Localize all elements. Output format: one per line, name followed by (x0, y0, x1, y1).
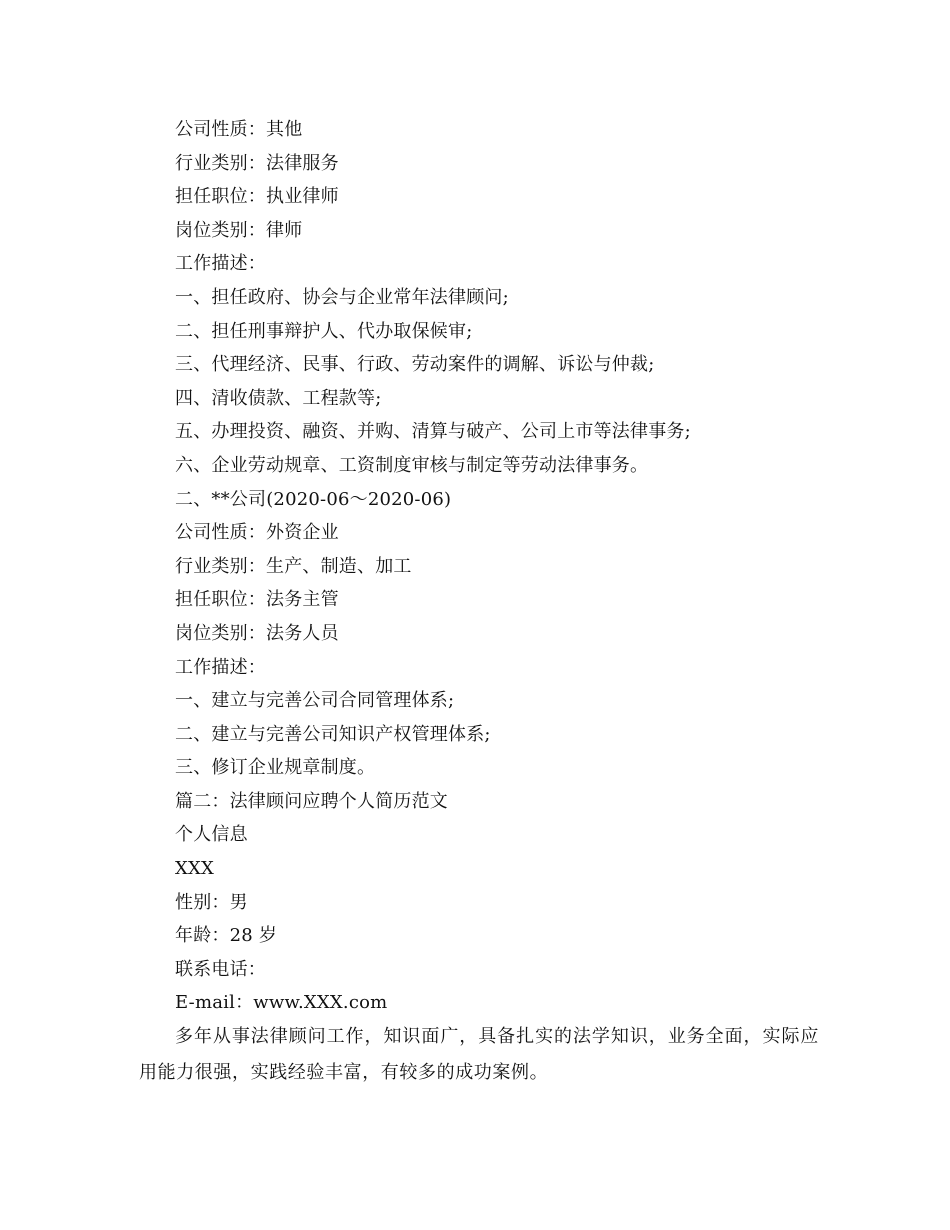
industry-line-2: 行业类别：生产、制造、加工 (175, 555, 412, 577)
email-line: E-mail：www.XXX.com (175, 992, 388, 1014)
summary-paragraph: 多年从事法律顾问工作，知识面广，具备扎实的法学知识，业务全面，实际应用能力很强，实践经验丰富，有较多的成功案例。 (139, 1026, 819, 1083)
gender-line: 性别：男 (175, 891, 248, 913)
job-description-heading-2: 工作描述： (175, 656, 266, 678)
company-nature-line-2: 公司性质：外资企业 (175, 522, 339, 544)
job-category-line-1: 岗位类别：律师 (175, 219, 303, 241)
section-title: 篇二：法律顾问应聘个人简历范文 (175, 790, 448, 812)
industry-line-1: 行业类别：法律服务 (175, 152, 339, 174)
age-line: 年龄：28 岁 (175, 925, 278, 947)
duty-item-6: 六、企业劳动规章、工资制度审核与制定等劳动法律事务。 (175, 454, 649, 476)
duty-item-7: 一、建立与完善公司合同管理体系; (175, 690, 455, 712)
job-description-heading-1: 工作描述： (175, 253, 266, 275)
document-body (175, 113, 825, 1020)
duty-item-4: 四、清收债款、工程款等; (175, 387, 382, 409)
duty-item-8: 二、建立与完善公司知识产权管理体系; (175, 723, 491, 745)
employer-heading-2: 二、**公司(2020-06～2020-06) (175, 488, 452, 510)
position-line-1: 担任职位：执业律师 (175, 186, 339, 208)
duty-item-1: 一、担任政府、协会与企业常年法律顾问; (175, 286, 509, 308)
duty-item-9: 三、修订企业规章制度。 (175, 757, 376, 779)
position-line-2: 担任职位：法务主管 (175, 589, 339, 611)
personal-info-heading: 个人信息 (175, 824, 248, 846)
name-line: XXX (175, 858, 215, 880)
duty-item-2: 二、担任刑事辩护人、代办取保候审; (175, 320, 473, 342)
duty-item-3: 三、代理经济、民事、行政、劳动案件的调解、诉讼与仲裁; (175, 354, 655, 376)
phone-line: 联系电话： (175, 958, 266, 980)
duty-item-5: 五、办理投资、融资、并购、清算与破产、公司上市等法律事务; (175, 421, 691, 443)
job-category-line-2: 岗位类别：法务人员 (175, 622, 339, 644)
company-nature-line-1: 公司性质：其他 (175, 119, 303, 140)
